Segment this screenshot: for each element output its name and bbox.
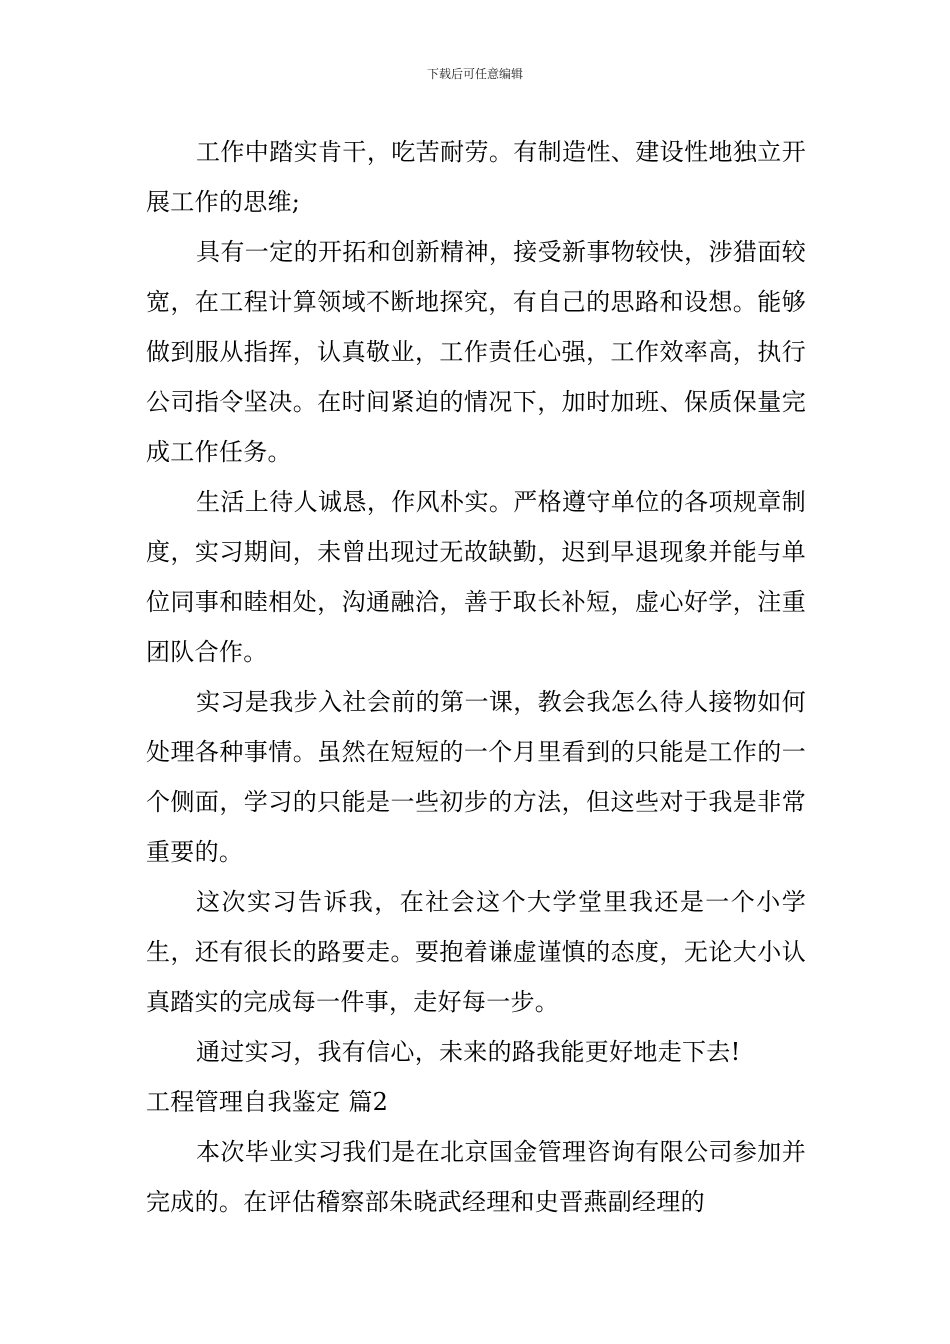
paragraph: 生活上待人诚恳，作风朴实。严格遵守单位的各项规章制度，实习期间，未曾出现过无故缺勤，迟到早退现象并能与单位同事和睦相处，沟通融洽，善于取长补短，虚心好学，注重团队合作。 [146,488,806,666]
paragraph: 工作中踏实肯干，吃苦耐劳。有制造性、建设性地独立开展工作的思维; [146,138,806,216]
paragraph: 这次实习告诉我，在社会这个大学堂里我还是一个小学生，还有很长的路要走。要抱着谦虚谨慎的态度，无论大小认真踏实的完成每一件事，走好每一步。 [146,888,806,1016]
paragraph: 通过实习，我有信心，未来的路我能更好地走下去! [196,1038,741,1066]
page-header: 下载后可任意编辑 [426,67,523,81]
paragraph: 本次毕业实习我们是在北京国金管理咨询有限公司参加并完成的。在评估稽察部朱晓武经理和史晋燕副经理的 [146,1138,806,1216]
section-heading: 工程管理自我鉴定 篇2 [146,1088,389,1116]
paragraph: 具有一定的开拓和创新精神，接受新事物较快，涉猎面较宽，在工程计算领域不断地探究，有自己的思路和设想。能够做到服从指挥，认真敬业，工作责任心强，工作效率高，执行公司指令坚决。在时间紧迫的情况下，加时加班、保质保量完成工作任务。 [146,238,806,466]
paragraph: 实习是我步入社会前的第一课，教会我怎么待人接物如何处理各种事情。虽然在短短的一个月里看到的只能是工作的一个侧面，学习的只能是一些初步的方法，但这些对于我是非常重要的。 [146,688,806,866]
document-body [146,127,806,1227]
